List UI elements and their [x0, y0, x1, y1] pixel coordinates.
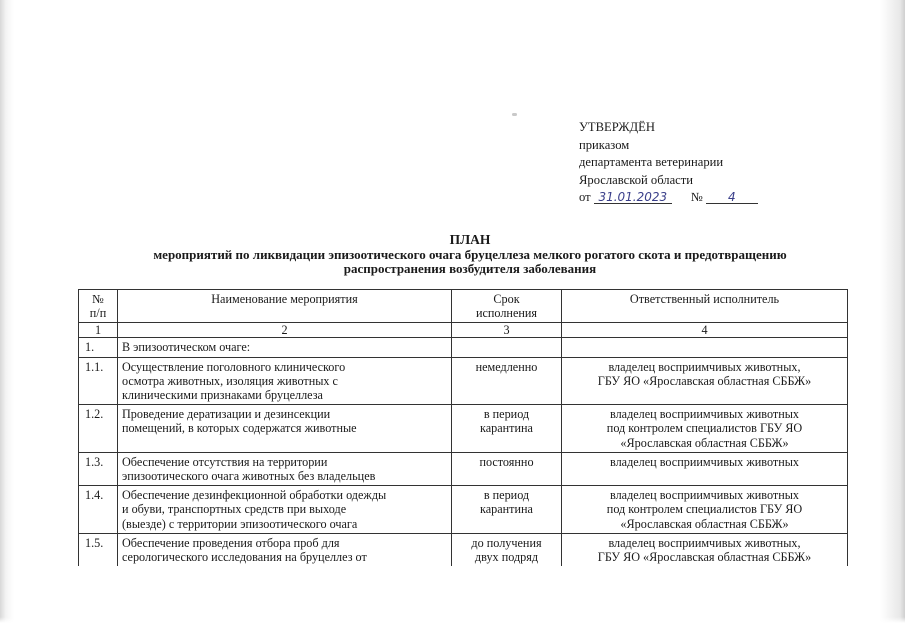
measure-term-line: до получения — [471, 535, 542, 550]
measure-term — [452, 357, 562, 405]
row-number: 1.2. — [79, 405, 118, 453]
measure-responsible — [562, 533, 848, 566]
table-row — [79, 486, 848, 534]
header-number — [79, 290, 118, 323]
approval-order: приказом — [579, 137, 630, 152]
measure-term-line: в период — [483, 407, 530, 422]
measure-term — [452, 486, 562, 534]
measure-name-line: Обеспечение проведения отбора проб для — [122, 535, 340, 550]
measure-responsible-line: ГБУ ЯО «Ярославская областная СББЖ» — [597, 550, 812, 565]
measure-responsible-line: владелец восприимчивых животных, — [608, 359, 801, 374]
plan-subtitle-line-1: мероприятий по ликвидации эпизоотического очага бруцеллеза мелкого рогатого скота и предотвращению — [153, 246, 787, 262]
measure-responsible-line: под контролем специалистов ГБУ ЯО — [606, 421, 803, 436]
plan-heading: ПЛАН — [449, 232, 491, 247]
from-label: от — [579, 190, 591, 204]
approval-department: департамента ветеринарии — [579, 155, 724, 169]
measure-responsible-line: владелец восприимчивых животных — [609, 454, 800, 469]
measure-responsible-line: «Ярославская областная СББЖ» — [620, 516, 789, 531]
approval-date-line — [579, 189, 758, 207]
header-name: Наименование мероприятия — [118, 290, 452, 323]
measure-name-line: осмотра животных, изоляция животных с — [122, 373, 338, 388]
header-responsible: Ответственный исполнитель — [562, 290, 848, 323]
handwritten-date: 31.01.2023 — [594, 191, 672, 204]
measure-name-line: эпизоотического очага животных без владельцев — [122, 469, 376, 484]
measure-term — [452, 405, 562, 453]
approval-block — [579, 119, 758, 207]
measure-responsible-line: владелец восприимчивых животных, — [608, 535, 801, 550]
measure-term-line: в период — [483, 488, 530, 503]
measure-name-line: помещений, в которых содержатся животные — [122, 421, 357, 436]
measure-name-line: В эпизоотическом очаге: — [122, 340, 251, 355]
approval-heading: УТВЕРЖДЁН — [579, 120, 655, 134]
row-number: 1.5. — [79, 533, 118, 566]
plan-subtitle-line-2: распространения возбудителя заболевания — [343, 261, 597, 276]
row-number: 1.4. — [79, 486, 118, 534]
table-row — [79, 405, 848, 453]
measure-name-line: Обеспечение отсутствия на территории — [122, 454, 328, 469]
measure-term-line: постоянно — [479, 454, 534, 469]
page-cutoff — [0, 617, 905, 640]
index-cell: 3 — [452, 323, 562, 338]
measure-term — [452, 533, 562, 566]
measure-responsible — [562, 452, 848, 485]
header-number-line-2: п/п — [89, 306, 107, 321]
measure-responsible-line: владелец восприимчивых животных — [609, 488, 800, 503]
measure-responsible-line: ГБУ ЯО «Ярославская областная СББЖ» — [597, 373, 812, 388]
header-number-line-1: № — [92, 292, 104, 306]
measure-term — [452, 338, 562, 357]
table-row — [79, 357, 848, 405]
measure-name-line: (выезде) с территории эпизоотического очага — [122, 516, 358, 531]
measure-name — [118, 338, 452, 357]
index-cell: 2 — [118, 323, 452, 338]
scan-smudge — [512, 113, 517, 116]
measure-name-line: клиническими признаками бруцеллеза — [122, 388, 323, 403]
header-term-line-2: исполнения — [475, 306, 538, 321]
measure-responsible-line: «Ярославская областная СББЖ» — [620, 435, 789, 450]
measure-responsible — [562, 338, 848, 357]
row-number: 1.3. — [79, 452, 118, 485]
document-title — [60, 233, 880, 277]
approval-region: Ярославской области — [579, 172, 693, 187]
header-term — [452, 290, 562, 323]
row-number: 1.1. — [79, 357, 118, 405]
index-cell: 1 — [79, 323, 118, 338]
number-label: № — [690, 190, 703, 204]
row-number: 1. — [79, 338, 118, 357]
measure-name-line: Осуществление поголовного клинического — [122, 359, 346, 374]
measure-name-line: серологического исследования на бруцеллез от — [122, 550, 367, 565]
handwritten-number: 4 — [706, 191, 758, 204]
column-index-row — [79, 323, 848, 338]
table-row — [79, 452, 848, 485]
measure-name-line: и обуви, транспортных средств при выходе — [122, 502, 347, 517]
measure-term-line: карантина — [480, 421, 533, 436]
measures-table — [78, 289, 848, 566]
measure-name — [118, 533, 452, 566]
table-header-row — [79, 290, 848, 323]
measure-responsible — [562, 357, 848, 405]
header-term-line-1: Срок — [493, 292, 520, 306]
measure-term-line: двух подряд — [474, 550, 539, 565]
measure-name — [118, 357, 452, 405]
measure-responsible-line: под контролем специалистов ГБУ ЯО — [606, 502, 803, 517]
measure-name — [118, 405, 452, 453]
measure-responsible-line: владелец восприимчивых животных — [609, 407, 800, 422]
measure-responsible — [562, 405, 848, 453]
measure-name-line: Проведение дератизации и дезинсекции — [122, 407, 331, 422]
measure-name — [118, 486, 452, 534]
table-row — [79, 338, 848, 357]
measure-term-line: карантина — [480, 502, 533, 517]
measure-responsible — [562, 486, 848, 534]
index-cell: 4 — [562, 323, 848, 338]
table-row — [79, 533, 848, 566]
measure-name-line: Обеспечение дезинфекционной обработки одежды — [122, 488, 387, 503]
measure-term — [452, 452, 562, 485]
measure-term-line: немедленно — [475, 359, 538, 374]
measure-name — [118, 452, 452, 485]
